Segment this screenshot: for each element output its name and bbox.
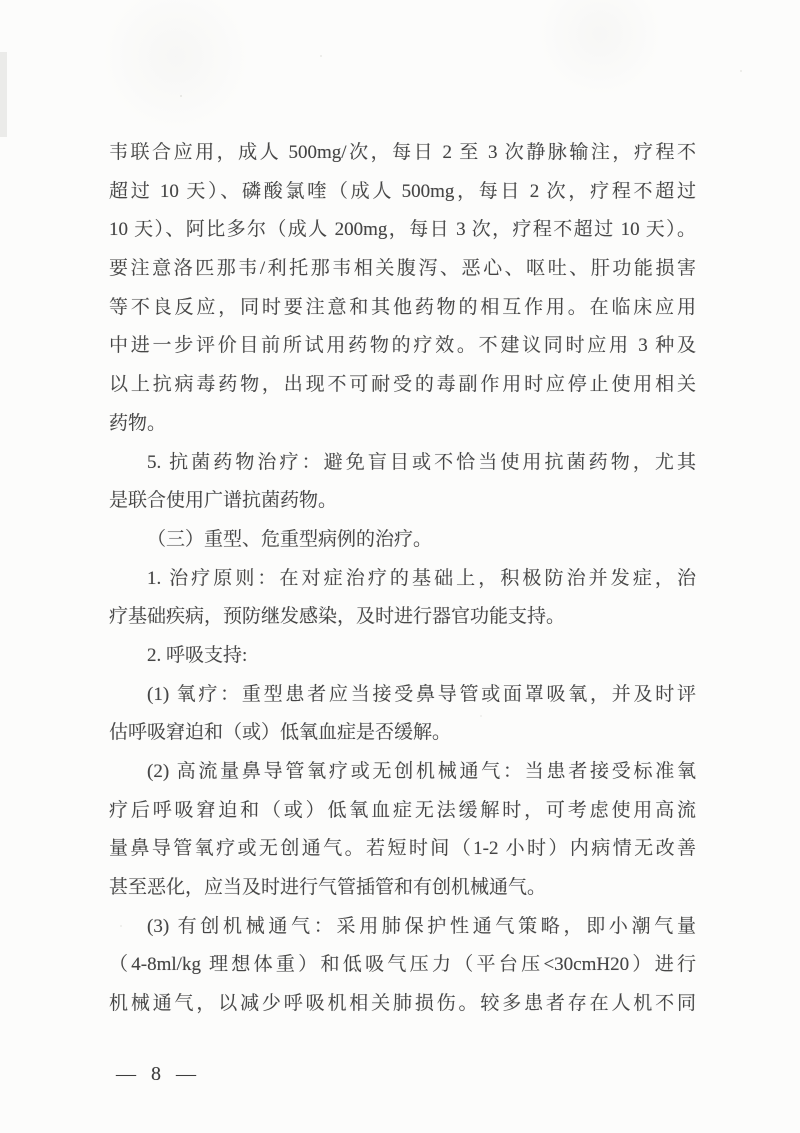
- text-line: 药物。: [109, 412, 167, 434]
- text-line: (2) 高流量鼻导管氧疗或无创机械通气：当患者接受标准氧: [147, 761, 696, 782]
- text-line: 等不良反应，同时要注意和其他药物的相互作用。在临床应用: [109, 296, 696, 318]
- text-line: 疗基础疾病，预防继发感染，及时进行器官功能支持。: [109, 606, 566, 628]
- text-line: 10 天）、阿比多尔（成人 200mg，每日 3 次，疗程不超过 10 天）。: [109, 219, 696, 241]
- text-line: 机械通气，以减少呼吸机相关肺损伤。较多患者存在人机不同: [109, 993, 696, 1015]
- text-line: (3) 有创机械通气：采用肺保护性通气策略，即小潮气量: [147, 915, 696, 937]
- text-line: 要注意洛匹那韦/利托那韦相关腹泻、恶心、呕吐、肝功能损害: [109, 258, 696, 280]
- text-line: 以上抗病毒药物，出现不可耐受的毒副作用时应停止使用相关: [109, 374, 696, 396]
- page-number: — 8 —: [116, 1063, 201, 1085]
- text-line: 甚至恶化，应当及时进行气管插管和有创机械通气。: [109, 877, 547, 899]
- text-line: 1. 治疗原则：在对症治疗的基础上，积极防治并发症，治: [147, 567, 696, 589]
- text-line: （三）重型、危重型病例的治疗。: [147, 528, 433, 550]
- text-line: 超过 10 天）、磷酸氯喹（成人 500mg，每日 2 次，疗程不超过: [109, 180, 696, 202]
- scan-artifact-left-edge: [0, 52, 7, 137]
- text-line: 是联合使用广谱抗菌药物。: [109, 490, 338, 512]
- text-line: 估呼吸窘迫和（或）低氧血症是否缓解。: [109, 722, 452, 744]
- text-line: 5. 抗菌药物治疗：避免盲目或不恰当使用抗菌药物，尤其: [147, 451, 696, 473]
- document-text: [109, 134, 696, 1024]
- text-line: 韦联合应用，成人 500mg/次，每日 2 至 3 次静脉输注，疗程不: [109, 142, 696, 163]
- text-line: 疗后呼吸窘迫和（或）低氧血症无法缓解时，可考虑使用高流: [109, 799, 696, 821]
- text-line: 中进一步评价目前所试用药物的疗效。不建议同时应用 3 种及: [109, 335, 696, 357]
- text-line: (1) 氧疗：重型患者应当接受鼻导管或面罩吸氧，并及时评: [147, 683, 696, 705]
- text-line: 量鼻导管氧疗或无创通气。若短时间（1-2 小时）内病情无改善: [109, 838, 696, 860]
- text-line: （4-8ml/kg 理想体重）和低吸气压力（平台压<30cmH20）进行: [109, 954, 696, 976]
- text-line: 2. 呼吸支持:: [147, 644, 248, 666]
- scan-noise-speck: [180, 95, 182, 97]
